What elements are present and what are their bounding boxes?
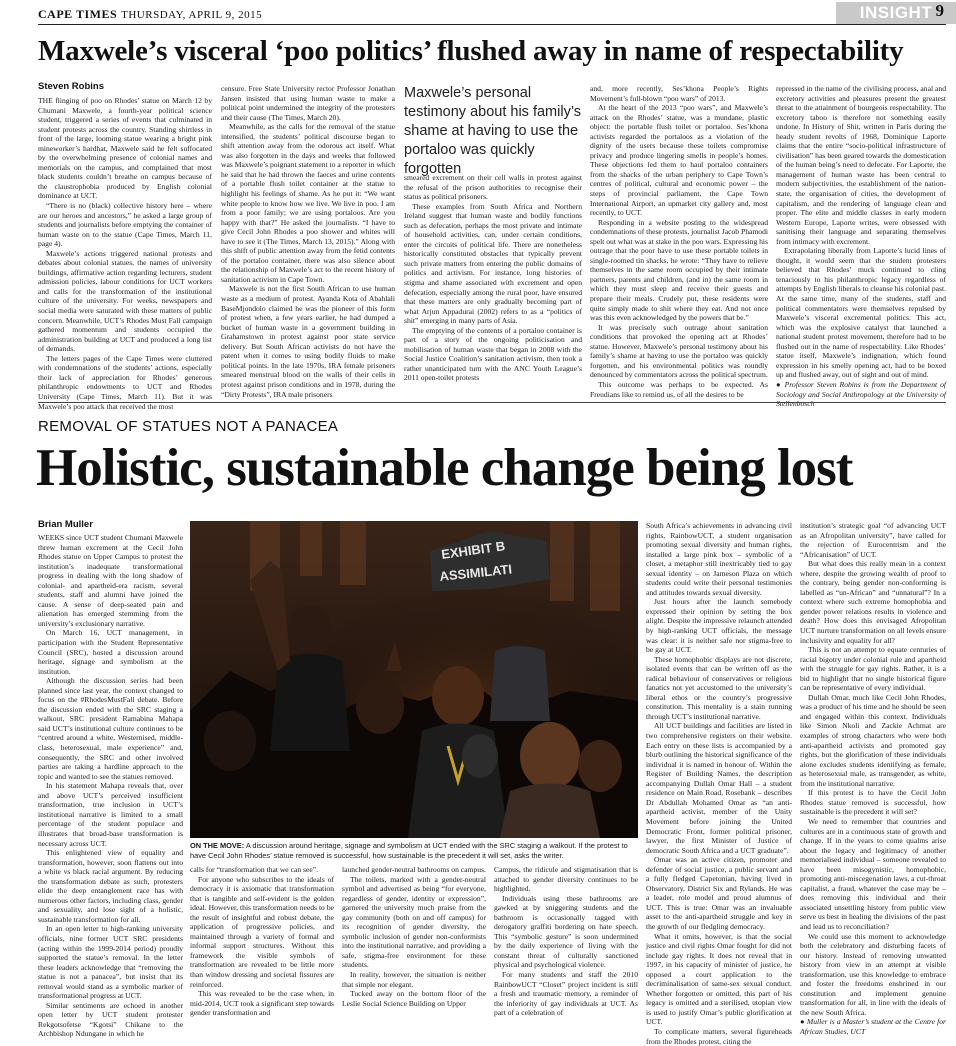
paragraph: But what does this really mean in a context where, despite the growing wealth of proof to the contrary, being gender non-conforming is labelled as “un-African” and “unnatural”? In a context where such extreme homophobia and gender power relations results in violence and death? How does this envisaged Afropolitan UCT nurture transformation on all levels ensure inclusivity and equality for all?	[800, 559, 946, 645]
paragraph: Extrapolating liberally from Laporte’s lucid lines of thought, it would seem that the student protesters believed that Rhodes’ muck continued to cling tenaciously to his philanthropic legacy regardless of attempts by English liberals to cleanse his colonial past. At the same time, many of the students, staff and political commentators were themselves repulsed by Maxwele’s visceral excremental politics. This act, which was the explosive catalyst that launched a national student protest movement, therefore had to be flushed out in the name of respectability. Like Rhodes’ statue itself, Maxwele’s indignation, which found expression in his smelly opening act, had to be boxed up and flushed away, out of sight and out of mind.	[776, 246, 946, 380]
paragraph: Although the discussion series had been planned since last year, the context changed to focus on the #RhodesMustFall debate. Before the discussion ended with the SRC staging a walkout, SRC president Ramabina Mahapa said UCT’s institutional culture continues to be “centred around a white, Westernised, middle-class, heterosexual, male experience” and, consequently, the SRC and other involved parties are taking a hardline approach to the topic and wanted to see the statues removed.	[38, 676, 183, 781]
paragraph: repressed in the name of the civilising process, anal and excretory activities and pleasures present the greatest threat to the attainment of bourgeois respectability. The excretory taboo is therefore not something easily undone. In History of Shit, written in Paris during the heady student revolts of 1968, Dominique Laporte claims that the entire “socio-political infrastructure of civilisation” has been geared towards the domestication of the human being’s need to defecate. For Laporte, the management of human waste has been central to modern subjectivities, the establishment of the nation-state, the organisation of cities, the development of capitalism, and the rendering of language clean and proper. The elite and middle classes in early modern Western Europe, Laporte writes, were obsessed with sanitising their language and separating themselves from intimacy with excrement.	[776, 84, 946, 246]
paragraph: Omar was an active citizen, promoter and defender of social justice, a public servant and a fully fledged Capetonian, having lived in Observatory, District Six and Rylands. He was a leader, role model and proud alumnus of UCT. This is true: Omar was an invaluable asset to the anti-apartheid struggle and key in the growth of our fledgling democracy.	[646, 855, 792, 931]
paragraph: South Africa’s achievements in advancing civil rights, RainbowUCT, a student organisation promoting sexual diversity and human rights, installed a large pink box – symbolic of a closet, a metaphor still inextricably tied to gay sexual identity – on Jameson Plaza on which students could write their personal testimonies and attitudes towards sexual diversity.	[646, 521, 792, 597]
article1-byline: Steven Robins	[38, 81, 104, 92]
paragraph: To complicate matters, several figureheads from the Rhodes protest, citing the	[646, 1026, 792, 1046]
paragraph: institution’s strategic goal “of advancing UCT as an Afropolitan university”, have called for the rejection of Eurocentrism and the “Africanisation” of UCT.	[800, 521, 946, 559]
protest-photo	[190, 521, 638, 838]
paragraph: The toilets, marked with a gender-neutral symbol and advertised as being “for everyone, regardless of gender, identity or expression”, garnered the university much praise from the gay community (both on and off campus) for its recognition of gender diversity, the symbolic inclusion of gender non-conformists into the institutional narrative, and providing a safe, stigma-free environment for these students.	[342, 874, 486, 970]
paragraph: These examples from South Africa and Northern Ireland suggest that human waste and bodily functions such as defecation, perhaps the most private and intimate of household activities, can, under certain conditions, enter the circuits of political life. There are nonetheless historically constituted obstacles that typically prevent such private matters from entering the public domains of politics and activism. For instance, long histories of stigma and shame associated with excrement and open defecation, especially among the rural poor, have ensured that these matters are only gradually becoming part of what Arjun Appadurai (2002) refers to as a “politics of shit” emerging in many parts of Asia.	[404, 201, 582, 326]
article1-column-3	[404, 173, 582, 396]
paragraph: It was precisely such outrage about sanitation conditions that provoked the opening act at Rhodes’ statue. However, Maxwele’s personal testimony about his family’s shame at having to use the portaloo was quickly forgotten, and his environmental politics was roundly denounced by commentators across the political spectrum.	[590, 322, 768, 380]
paragraph: calls for “transformation that we can see”.	[190, 865, 318, 874]
masthead	[38, 1, 946, 26]
paragraph: What it omits, however, is that the social justice and civil rights Omar fought for did not include gay rights. It does not reveal that in 1997, in his capacity of minister of justice, he opposed a court application to the decriminalisation of same-sex sexual conduct. Whether forgotten or omitted, this part of his legacy is omitted and a sterilised, utopian view is used to justify Omar’s public glorification at UCT.	[646, 931, 792, 1027]
author-credit: ● Muller is a Master’s student at the Centre for African Studies, UCT	[800, 1017, 946, 1036]
paragraph: We need to remember that countries and cultures are in a continuous state of growth and change. If in the years to come qualms arise about the legacy and legitimacy of another memorialised individual – someone revealed to have been misogynistic, homophobic, promoting anti-miscegenation laws, a cut-throat capitalist, a fraud, whatever the case may be – does removing this individual and their associated unsettling history from public view serve us best in healing the divisions of the past and lead us to reconciliation?	[800, 816, 946, 931]
article1-column-2	[221, 84, 395, 399]
sign-text-line-1: EXHIBIT B	[440, 538, 507, 562]
photo-caption	[190, 841, 638, 860]
article2-column-1	[38, 533, 183, 1039]
paragraph: Tucked away on the bottom floor of the Leslie Social Science Building on Upper	[342, 989, 486, 1008]
paragraph: In reality, however, the situation is neither that simple nor elegant.	[342, 970, 486, 989]
article1-headline: Maxwele’s visceral ‘poo politics’ flushed away in name of respectability	[38, 35, 904, 67]
paragraph: Campus, the ridicule and stigmatisation that is attached to gender diversity continues to be highlighted.	[494, 865, 638, 894]
paragraph: In his statement Mahapa reveals that, over and above UCT’s perceived insufficient transformation, true inclusion in UCT’s institutional narrative is limited to a small percentage of the student populace and illustrates that broad-base transformation is necessary across UCT.	[38, 781, 183, 848]
paragraph: For anyone who subscribes to the ideals of democracy it is axiomatic that transformation that is tangible and self-evident is the golden ideal. However, this transformation needs to be the result of insightful and robust debate, the application of progressive policies, and maintained through a variety of formal and informal support structures. Without this framework the visible symbols of transformation are revealed to be little more than window dressing and societal fissures are reinforced.	[190, 874, 334, 989]
article1-column-4	[590, 84, 769, 399]
section-label: INSIGHT	[836, 2, 956, 24]
paragraph: The emptying of the contents of a portaloo container is part of a story of the ongoing politicisation and mobilisation of human waste that began in 2008 with the Social Justice Coalition’s sanitation activism, then took a rather unanticipated turn with the ANC Youth League’s 2011 open-toilet protests	[404, 325, 582, 383]
paragraph: On March 16, UCT management, in participation with the Student Representative Council (SRC), hosted a discussion around heritage, signage and symbolism at the institution.	[38, 628, 183, 676]
article2-headline: Holistic, sustainable change being lost	[36, 439, 853, 497]
article2-kicker: REMOVAL OF STATUES NOT A PANACEA	[38, 418, 339, 435]
article1-pullquote: Maxwele’s personal testimony about his family’s shame at having to use the portaloo was quickly forgotten	[404, 85, 582, 177]
paragraph: censure. Free State University rector Professor Jonathan Jansen insisted that using human waste to make a political point undermined the integrity of the protesters and their cause (The Times, March 20).	[221, 84, 395, 122]
paragraph: launched gender-neutral bathrooms on campus.	[342, 865, 486, 874]
caption-lead: ON THE MOVE:	[190, 841, 245, 850]
article1-column-5	[776, 84, 946, 409]
newspaper-name	[38, 7, 262, 22]
paragraph: Maxwele is not the first South African to use human waste as a medium of protest. Ayanda Kota of Abahlali BaseMjondolo claimed he was the pioneer of this form of protest when, a few years earlier, he had dumped a bucket of human waste in a government building in Grahamstown in protest against poor state service delivery. But South African activists do not have the patent when it comes to using bodily fluids to make political points. In the late 1970s, IRA female prisoners smeared menstrual blood on the walls of their cells in protest against prison conditions and in 1978, during the “Dirty Protests”, IRA male prisoners	[221, 284, 395, 399]
paragraph: These homophobic displays are not discrete, isolated events that can be written off as the radical behaviour of conservatives or religious fanatics not yet accustomed to the university’s liberal ethos or the country’s progressive constitution. This mentality is a stain running through UCT’s institutional narrative.	[646, 654, 792, 721]
paragraph: If this protest is to have the Cecil John Rhodes statue removed is successful, how sustainable is the precedent it will set?	[800, 788, 946, 817]
paragraph: This is not an attempt to equate centuries of racial bigotry under colonial rule and apartheid with the struggle for gay rights. Rather, it is a bid to highlight that no single historical figure can be representative of every individual.	[800, 645, 946, 693]
paragraph: Similar sentiments are echoed in another open letter by UCT student protester Rekgotsofetse “Kgotsi” Chikane to the Archbishop Ndungane in which he	[38, 1000, 183, 1039]
article2-column-3	[342, 865, 486, 1021]
paper-title: CAPE TIMES	[38, 7, 118, 21]
paragraph: In an open letter to high-ranking university officials, nine former UCT SRC presidents (acting within the 1999-2014 period) proudly supported the statue’s removal. In the letter these leaders acknowledge that “removing the statue is not a panacea”, but insist that its removal would stand as a symbolic marker of transformational progress at UCT.	[38, 924, 183, 1001]
paragraph: All UCT buildings and facilities are listed in two comprehensive registers on their website. Each entry on these lists is accompanied by a blurb outlining the historical significance of the individual it is named in honour of. Within the Register of Building Names, the description accompanying Dullah Omar Hall – a student residence on Main Road, Rosebank – describes Dr Abdullah Mohamed Omar as “an anti-apartheid activist, member of the Unity Movement before joining the United Democratic Front, former political prisoner, lawyer, the first Minister of Justice of democratic South Africa and a UCT graduate”.	[646, 721, 792, 855]
caption-text: A discussion around heritage, signage and symbolism at UCT ended with the SRC staging a walkout. If the protest to have Cecil John Rhodes’ statue removed is successful, how sustainable is the precedent it will set, asks the writer.	[190, 841, 628, 860]
paragraph: This enlightened view of equality and transformation, however, soon flattens out into a white vs black racial argument. By reducing the transformation debate as such, protesters elide the deep entanglement race has with numerous other factors, including class, gender and sexuality, and lose sight of a holistic, sustainable transformation for all.	[38, 848, 183, 924]
paragraph: Just hours after the launch somebody expressed their opinion by setting the box alight. Despite the impressive relaunch attended by high-ranking UCT officials, the message was clear: it is neither safe nor stigma-free to be gay at UCT.	[646, 597, 792, 655]
paragraph: WEEKS since UCT student Chumani Maxwele threw human excrement at the Cecil John Rhodes statue on Upper Campus to protest the institution’s inadequate transformational progress in dealing with the long shadow of colonial- and apartheid-era racism, several students, staff and alumni have joined the cause. A sense of deep-seated pain and alienation has emerged stemming from the university’s exclusionary narrative.	[38, 533, 183, 628]
paragraph: This was revealed to be the case when, in mid-2014, UCT took a significant step towards gender transformation and	[190, 989, 334, 1018]
page-number: 9	[935, 1, 944, 20]
paragraph: This outcome was perhaps to be expected. As Freudians like to remind us, of all the desires to be	[590, 379, 768, 399]
section-divider	[38, 402, 946, 403]
paragraph: At the heart of the 2013 “poo wars”, and Maxwele’s attack on the Rhodes’ statue, was a mundane, plastic object: the portable flush toilet or portaloo. Ses’khona activists regarded the portaloos as a violation of the dignity of the users because these toilets compromise privacy and produce lingering smells in people’s homes. These objections led them to haul portaloo containers from the shacks of the urban periphery to Cape Town’s centres of political, cultural and economic power – the steps of provincial parliament, the Cape Town International Airport, an upmarket city gallery and, most recently, to UCT.	[590, 103, 768, 218]
article2-column-5	[646, 521, 792, 1046]
article2-column-2	[190, 865, 334, 1021]
paragraph: We could use this moment to acknowledge both the celebratory and disturbing facets of our history. Instead of removing unwanted history from view in an attempt at visible transformation, use this knowledge to embrace and foster the freedoms enshrined in our constitution and implement genuine transformation for all, in line with the ideals of the new South Africa.	[800, 931, 946, 1017]
paragraph: Meanwhile, as the calls for the removal of the statue intensified, the students’ political discourse began to shift attention away from the odorous act itself. What was also forgotten in the days and weeks that followed was Maxwele’s poignant statement to a reporter in which he said that he had thrown the faeces and urine contents of a portable flush toilet container at the statue to highlight his feelings of shame. As he put it: “We want white people to know how we live. We live in poo. I am from a poor family; we are using portaloos. Are you happy with that?” He asked the journalists. “I have to give Cecil John Rhodes a poo shower and whites will have to see it (The Times, March 13, 2015).” Along with this shift of public attention away from the fetid contents of the portaloo container, there was also silence about the relationship of Maxwele’s act to the recent history of sanitation activism in Cape Town.	[221, 122, 395, 284]
paragraph: and, more recently, Ses’khona People’s Rights Movement’s full-blown “poo wars” of 2013.	[590, 84, 768, 103]
article2-column-6	[800, 521, 946, 1036]
paragraph: smeared excrement on their cell walls in protest against the refusal of the prison authorities to recognise their status as political prisoners.	[404, 173, 582, 202]
paragraph: Responding in a website posting to the widespread condemnations of these protests, journalist Jacob Phamodi spelt out what was at stake in the poo wars. Expressing his outrage that the poor have to use these portable toilets in single-roomed tin shacks, he wrote: “They have to relieve themselves in the same room occupied by their intimate partners, parents and children, (and in) the same room in which they must sleep and receive their guests and prepare their meals. Crudely put, these residents were quite simply made to shit where they eat. And not once was this even acknowledged by the powers that be.”	[590, 217, 769, 323]
paragraph: “There is no (black) collective history here – where are our heroes and ancestors,” he asked a large group of students and journalists before emptying the container of human waste on to the statue (Cape Times, March 11, page 4).	[38, 201, 212, 249]
protest-photo-illustration	[190, 521, 638, 838]
paragraph: The letters pages of the Cape Times were cluttered with condemnations of the students’ actions, especially their lack of appreciation for Rhodes’ generous philanthropic endowments to UCT and Rhodes University (Cape Times, March 11). But it was Maxwele’s poo attack that received the most	[38, 353, 212, 411]
sign-text-line-2: ASSIMILATI	[438, 561, 513, 584]
paragraph: For many students and staff the 2010 RainbowUCT “Closet” project incident is still a fresh and traumatic memory, a reminder of the inferiority of gay individuals at UCT. As part of a celebration of	[494, 970, 638, 1018]
paragraph: Maxwele’s actions triggered national protests and debates about colonial statues, the names of university buildings, affirmative action regarding lecturers, student admission policies, labour conditions for UCT workers and calls for the transformation of the institutional culture of the university. For weeks, newspapers and social media were saturated with these matters of public concern. Meanwhile, UCT’s Rhodes Must Fall campaign gathered momentum and students occupied the administration building at UCT and produced a long list of demands.	[38, 248, 212, 354]
masthead-rule	[38, 24, 946, 25]
article2-column-4	[494, 865, 638, 1021]
paragraph: Dullah Omar, much like Cecil John Rhodes, was a product of his time and he should be seen and engaged within this context. Individuals like Simon Nkoli and Zackie Achmat are examples of strong characters who were both anti-apartheid activists and promoted gay rights, but the glorification of these individuals alone excludes students identifying as female, as heterosexual male, as transgender, as white, from the institutional narrative.	[800, 692, 946, 788]
author-credit: ● Professor Steven Robins is from the Department of Sociology and Social Anthropology at the University of Stellenbosch	[776, 379, 946, 409]
article1-column-1	[38, 96, 212, 411]
paragraph: Individuals using these bathrooms are gawked at by sniggering students and the bathroom is occasionally tagged with derogatory graffiti bordering on hate speech. This “symbolic gesture” is soon undermined by the daily experience of living with the constant threat of culturally sanctioned physical and psychological violence.	[494, 893, 638, 970]
paragraph: THE flinging of poo on Rhodes’ statue on March 12 by Chumani Maxwele, a fourth-year political science student, triggered a series of events that culminated in student protests across the country. Standing shirtless in front of the large, looming statue wearing a bright pink mineworker’s hardhat, Maxwele said he felt suffocated by the overwhelming presence of colonial names and memorials on the campus, and complained that most black students couldn’t breathe on campus because of the claustrophobia produced by English colonial dominance at UCT.	[38, 96, 212, 201]
article2-byline: Brian Muller	[38, 519, 93, 530]
issue-date: THURSDAY, APRIL 9, 2015	[121, 9, 263, 21]
